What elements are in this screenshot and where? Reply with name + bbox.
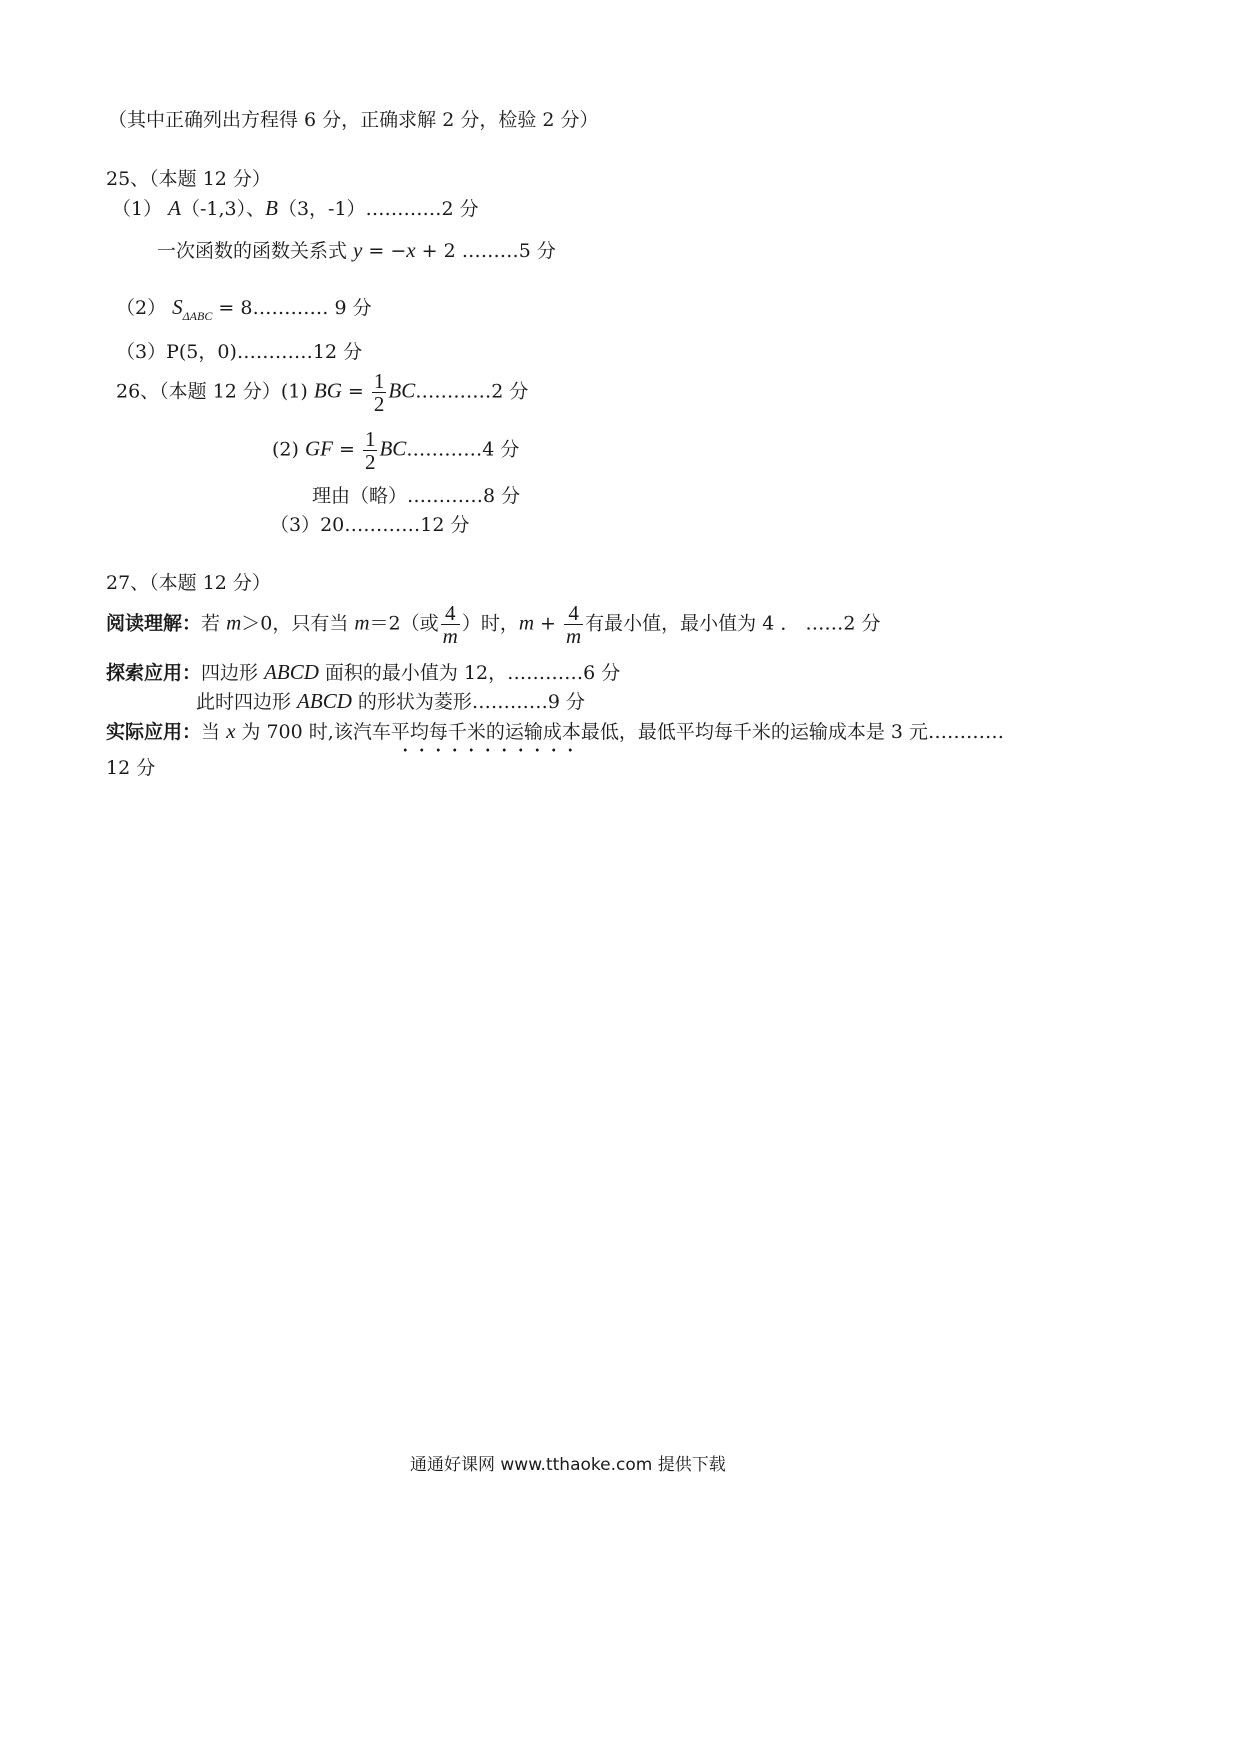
text: 四边形 xyxy=(201,662,265,684)
footer-credit: 通通好课网 www.tthaoke.com 提供下载 xyxy=(410,1455,726,1475)
reading-label: 阅读理解： xyxy=(106,612,202,635)
q27-header: 27、（本题 12 分） xyxy=(106,572,271,594)
var-bc: BC xyxy=(379,436,407,461)
text: …………4 分 xyxy=(406,438,520,461)
var-abcd: ABCD xyxy=(297,689,352,713)
var-s: S xyxy=(172,295,183,319)
fraction-denominator: m xyxy=(442,624,458,649)
point-a-label: A xyxy=(168,196,181,220)
fraction-numerator: 1 xyxy=(364,427,376,451)
point-b-label: B xyxy=(265,196,278,220)
subscript-abc: ΔABC xyxy=(182,309,213,323)
var-x: x xyxy=(226,719,236,743)
text: （-1,3）、 xyxy=(180,198,266,220)
apply-label: 实际应用： xyxy=(106,721,202,743)
text: 的形状为菱形…………9 分 xyxy=(351,691,586,713)
q27-apply-continued: 12 分 xyxy=(106,757,156,779)
var-x: x xyxy=(406,238,416,262)
fraction-one-half xyxy=(363,428,378,473)
text: + xyxy=(534,612,562,635)
var-abcd: ABCD xyxy=(264,660,319,684)
text: = xyxy=(332,438,361,461)
q25-part1-points xyxy=(112,198,479,219)
q26-part2 xyxy=(272,428,519,473)
var-gf: GF xyxy=(304,436,333,461)
q25-part2 xyxy=(116,297,372,322)
q26-part1 xyxy=(116,370,528,415)
fraction-one-half xyxy=(372,370,387,415)
text: ＞0，只有当 xyxy=(241,612,355,635)
fraction-four-over-m xyxy=(441,602,460,647)
var-y: y xyxy=(353,238,363,262)
var-m: m xyxy=(518,610,534,635)
text: 为 700 时,该汽车 xyxy=(235,721,391,743)
text: + 2 ………5 分 xyxy=(415,240,556,262)
fraction-four-over-m xyxy=(564,602,583,647)
text: (2) xyxy=(272,438,305,461)
scoring-note: （其中正确列出方程得 6 分，正确求解 2 分，检验 2 分） xyxy=(108,109,599,131)
text: 一次函数的函数关系式 xyxy=(157,240,354,262)
text: ＝2（或 xyxy=(369,612,439,635)
fraction-denominator: m xyxy=(566,624,582,649)
q27-apply xyxy=(106,721,1004,742)
fraction-denominator: 2 xyxy=(373,392,385,417)
text: 26、（本题 12 分）(1) xyxy=(116,380,314,403)
fraction-numerator: 4 xyxy=(441,602,460,625)
fraction-numerator: 4 xyxy=(564,602,583,625)
text: 有最小值，最小值为 4 ． ……2 分 xyxy=(585,612,881,635)
q27-explore-1 xyxy=(106,662,620,683)
text: ）时， xyxy=(461,612,519,635)
fraction-denominator: 2 xyxy=(364,450,376,475)
q25-part3: （3）P(5，0)…………12 分 xyxy=(116,341,363,363)
text: 若 xyxy=(201,612,227,635)
text: = xyxy=(341,380,370,403)
text: 此时四边形 xyxy=(196,691,298,713)
q27-explore-2 xyxy=(196,691,585,712)
text: 面积的最小值为 12，…………6 分 xyxy=(318,662,621,684)
q26-part2-reason: 理由（略）…………8 分 xyxy=(312,485,521,507)
text: （3，-1）…………2 分 xyxy=(277,198,479,220)
text: = − xyxy=(362,240,407,262)
text: （2） xyxy=(116,297,173,319)
text: 当 xyxy=(201,721,227,743)
fraction-numerator: 1 xyxy=(373,369,385,393)
text: （1） xyxy=(112,198,169,220)
var-bc: BC xyxy=(388,378,416,403)
q27-reading xyxy=(106,602,881,647)
text: …………2 分 xyxy=(415,380,529,403)
emphasis-dotted-text: 平均每千米的运输成本 xyxy=(390,721,581,743)
text: 最低，最低平均每千米的运输成本是 3 元………… xyxy=(580,721,1005,743)
q26-part3: （3）20…………12 分 xyxy=(270,514,470,536)
q25-header: 25、（本题 12 分） xyxy=(106,168,271,190)
var-m: m xyxy=(354,610,370,635)
var-m: m xyxy=(226,610,242,635)
explore-label: 探索应用： xyxy=(106,662,202,684)
q25-part1-function xyxy=(157,240,556,261)
text: = 8………… 9 分 xyxy=(212,297,372,319)
var-bg: BG xyxy=(313,378,342,403)
